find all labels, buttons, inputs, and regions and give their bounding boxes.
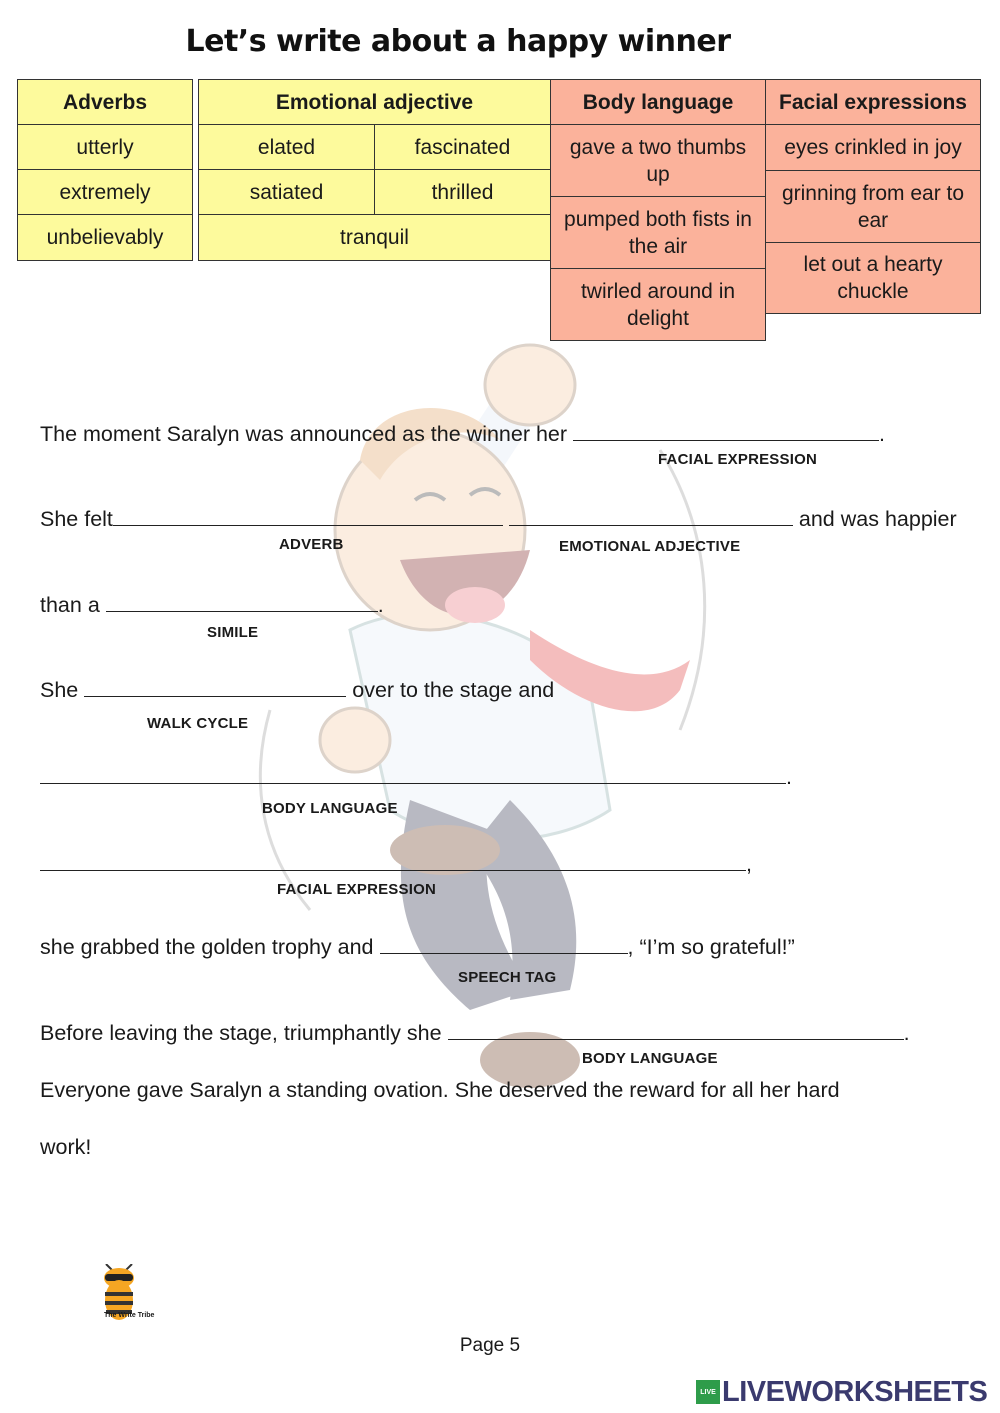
adverb-cell: utterly [17,124,193,170]
story-line-4 [40,678,554,703]
punctuation: . [903,1021,910,1045]
facial-expressions-header: Facial expressions [765,79,981,125]
adverb-cell: unbelievably [17,214,193,261]
emotional-adjective-header: Emotional adjective [198,79,551,125]
logo-text: The Write Tribe [104,1312,155,1319]
story-line-9: Everyone gave Saralyn a standing ovation. She deserved the reward for all her hard [40,1078,840,1102]
brand-badge-icon: LIVE [696,1380,720,1404]
adverb-cell: extremely [17,169,193,215]
punctuation: . [377,593,384,617]
punctuation: , [746,852,752,876]
hint-label: WALK CYCLE [147,715,249,732]
page-title: Let’s write about a happy winner [185,24,731,59]
adjective-cell: elated [198,124,375,170]
liveworksheets-brand[interactable] [696,1376,996,1410]
story-text: and was happier [798,507,957,531]
blank-body-language[interactable] [40,765,786,784]
blank-speech-tag[interactable] [380,935,628,954]
body-language-header: Body language [550,79,766,125]
story-text: Before leaving the stage, triumphantly she [40,1021,442,1045]
story-text: She felt [40,507,113,531]
adjective-cell: satiated [198,169,375,215]
jumping-man-illustration [230,330,760,1120]
adjective-cell: fascinated [374,124,551,170]
facial-expression-cell: eyes crinkled in joy [765,124,981,171]
body-language-cell: gave a two thumbs up [550,124,766,197]
story-line-6 [40,852,752,877]
blank-simile[interactable] [106,593,378,612]
brand-text: LIVEWORKSHEETS [722,1376,988,1408]
punctuation: . [879,422,886,446]
hint-label: FACIAL EXPRESSION [277,881,436,898]
hint-label: FACIAL EXPRESSION [658,451,817,468]
story-line-5 [40,765,792,790]
story-text: She [40,678,79,702]
blank-adverb[interactable] [113,507,503,526]
blank-facial-expression[interactable] [40,852,746,871]
story-line-8 [40,1021,910,1046]
body-language-cell: twirled around in delight [550,268,766,341]
blank-emotional-adjective[interactable] [509,507,793,526]
hint-label: BODY LANGUAGE [582,1050,718,1067]
story-text: over to the stage and [352,678,555,702]
adjective-cell: thrilled [374,169,551,215]
story-line-3 [40,593,384,618]
punctuation: . [786,765,792,789]
page-number: Page 5 [459,1335,521,1356]
facial-expression-cell: let out a hearty chuckle [765,242,981,314]
hint-label: SPEECH TAG [458,969,557,986]
body-language-cell: pumped both fists in the air [550,196,766,269]
adverbs-header: Adverbs [17,79,193,125]
story-line-10: work! [40,1135,92,1159]
hint-label: ADVERB [279,536,344,553]
hint-label: SIMILE [207,624,259,641]
adjective-cell: tranquil [198,214,551,261]
facial-expression-cell: grinning from ear to ear [765,170,981,243]
hint-label: BODY LANGUAGE [262,800,398,817]
blank-body-language[interactable] [448,1021,904,1040]
hint-label: EMOTIONAL ADJECTIVE [559,538,741,555]
story-text: , “I’m so grateful!” [627,935,795,959]
story-text: The moment Saralyn was announced as the winner her [40,422,568,446]
blank-walk-cycle[interactable] [84,678,346,697]
story-text: she grabbed the golden trophy and [40,935,374,959]
story-line-7 [40,935,795,960]
story-line-1 [40,422,885,447]
blank-facial-expression[interactable] [573,422,879,441]
story-line-2 [40,507,957,532]
story-text: than a [40,593,100,617]
